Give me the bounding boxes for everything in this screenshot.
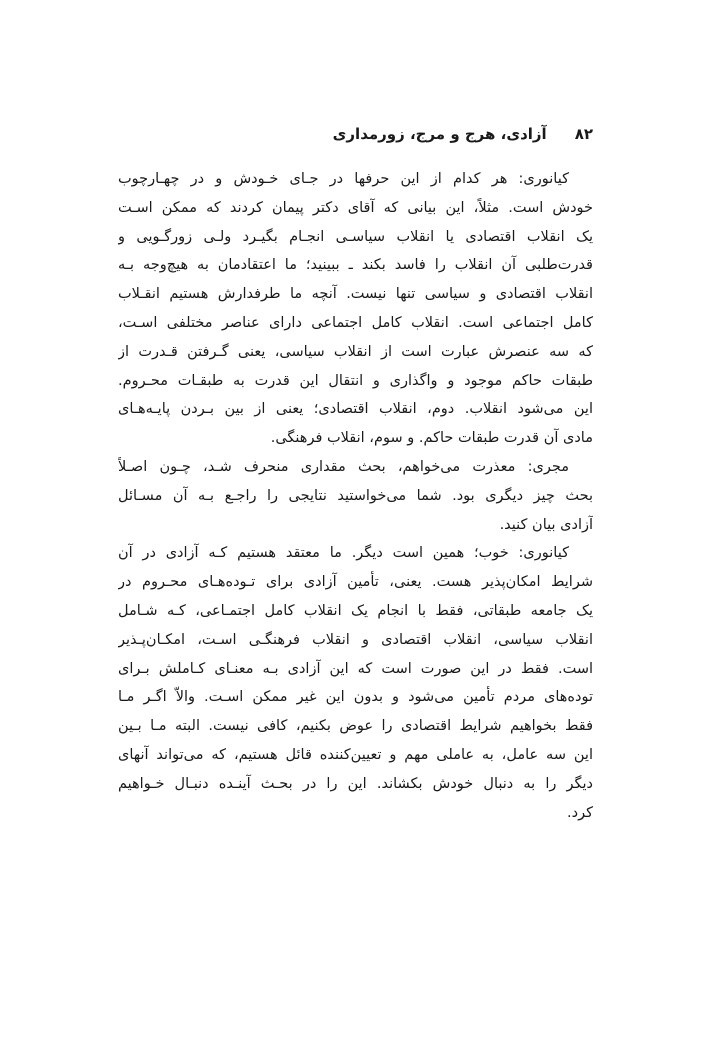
paragraph-2 (118, 453, 593, 539)
text-line: که سه عنصرش عبارت است از انقلاب سیاسی، یعنی گـرفتن قـدرت از (118, 343, 593, 360)
text-line: قدرت‌طلبی آن انقلاب را فاسد بکند ـ ببینید؛ ما اعتقادمان به هیچ‌وجه بـه (118, 257, 593, 274)
text-line: خودش است. مثلاً، این بیانی که آقای دکتر پیمان کردند که ممکن اسـت (118, 199, 593, 216)
page-number: ۸۲ (574, 125, 593, 143)
text-line: انقلاب اقتصادی و سیاسی تنها نیست. آنچه ما طرفدارش هستیم انقـلاب (118, 286, 593, 303)
text-line: انقلاب سیاسی، انقلاب اقتصادی و انقلاب فرهنگـی اسـت، امکـان‌پـذیر (118, 631, 593, 648)
paragraph-1 (118, 165, 593, 453)
text-line: فقط بخواهیم شرایط اقتصادی را عوض بکنیم، کافی نیست. البته مـا بـین (118, 718, 593, 735)
running-title: آزادی، هرج و مرج، زورمداری (332, 125, 547, 143)
text-line: طبقات حاکم موجود و واگذاری و انتقال این قدرت به طبقـات محـروم. (118, 372, 593, 389)
text-line: مادی آن قدرت طبقات حاکم. و سوم، انقلاب فرهنگی. (270, 430, 593, 447)
text-line: شرایط امکان‌پذیر هست. یعنی، تأمین آزادی برای تـوده‌هـای محـروم در (118, 574, 593, 591)
text-line: این سه عامل، به عاملی مهم و تعیین‌کننده قائل هستیم، که می‌تواند آنهای (118, 746, 593, 763)
text-line: یک جامعه طبقاتی، فقط با انجام یک انقلاب کامل اجتمـاعی، کـه شـامل (118, 602, 593, 619)
page-header (118, 120, 593, 148)
paragraph-3 (118, 539, 593, 827)
text-line: دیگر را به دنبال خودش بکشاند. این را در بحـث آینـده دنبـال خـواهیم (118, 775, 593, 792)
text-line: کامل اجتماعی است. انقلاب کامل اجتماعی دارای عناصر مختلفی اسـت، (118, 314, 593, 331)
text-line: کیانوری: هر کدام از این حرفها در جـای خـودش و در چهـارچوب (118, 171, 569, 187)
body-text (118, 165, 593, 827)
text-line: مجری: معذرت می‌خواهم، بحث مقداری منحرف شـد، چـون اصـلاً (118, 458, 569, 475)
text-line: کرد. (567, 804, 593, 821)
text-line: آزادی بیان کنید. (499, 516, 593, 533)
text-line: است. فقط در این صورت است که این آزادی بـه معنـای کـاملش بـرای (118, 660, 593, 677)
text-line: این می‌شود انقلاب. دوم، انقلاب اقتصادی؛ یعنی از بین بـردن پایـه‌هـای (118, 401, 593, 418)
text-line: توده‌های مردم تأمین می‌شود و بدون این غیر ممکن اسـت. والاّ اگـر مـا (118, 689, 593, 706)
text-line: بحث چیز دیگری بود. شما می‌خواستید نتایجی را راجـع بـه آن مسـائل (118, 487, 593, 504)
text-line: کیانوری: خوب؛ همین است دیگر. ما معتقد هستیم کـه آزادی در آن (118, 545, 569, 562)
text-line: یک انقلاب اقتصادی یا انقلاب سیاسـی انجـام بگیـرد ولـی زورگـویی و (118, 228, 593, 245)
